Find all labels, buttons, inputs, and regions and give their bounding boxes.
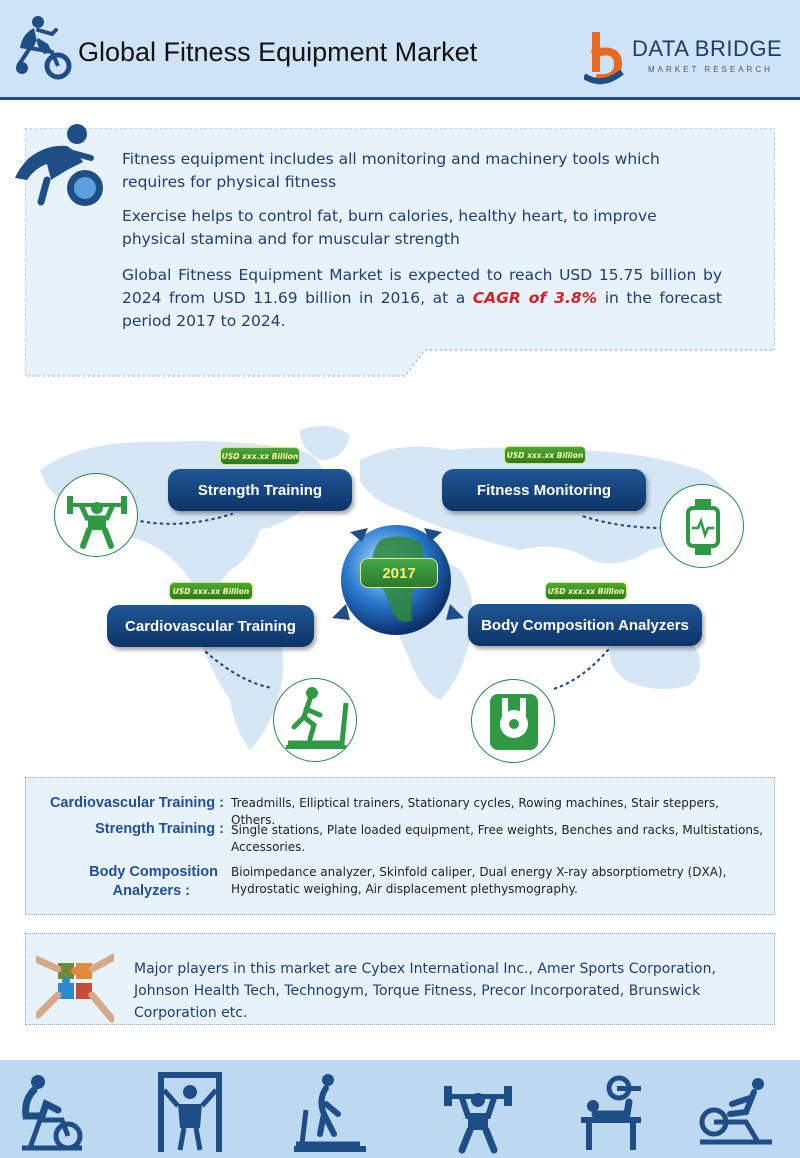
footer-icons	[0, 1060, 800, 1158]
type-label-cardio: Cardiovascular Training :	[49, 795, 224, 811]
weightlifter-icon	[55, 474, 139, 558]
monitoring-icon-circle	[660, 484, 744, 568]
treadmill-icon	[274, 679, 358, 763]
cardiovascular-training-label: Cardiovascular Training	[107, 605, 314, 647]
segment-map	[0, 420, 800, 770]
strength-icon-circle	[54, 473, 138, 557]
cagr-highlight: CAGR of 3.8%	[472, 289, 598, 307]
rowing-machine-icon	[696, 1070, 776, 1154]
body-icon-circle	[471, 679, 555, 763]
body-scale-icon	[472, 680, 556, 764]
intro-paragraph-2: Exercise helps to control fat, burn calories, healthy heart, to improve physical stamina and for muscular strength	[122, 207, 657, 248]
major-players	[25, 933, 775, 1025]
intro-section	[25, 128, 775, 378]
data-bridge-logo	[584, 30, 783, 88]
body-value-badge: USD xxx.xx Billion	[545, 582, 627, 600]
strength-value-badge: USD xxx.xx Billion	[220, 447, 300, 465]
players-text: Major players in this market are Cybex International Inc., Amer Sports Corporation, Johnson Health Tech, Technogym, Torque Fitness, Precor Incorporated, Brunswick Corporation etc.	[134, 961, 716, 1021]
elderly-treadmill-icon	[290, 1070, 370, 1154]
type-label-body	[26, 863, 218, 901]
segment-types	[25, 777, 775, 915]
logo-name: DATA BRIDGE	[632, 36, 783, 61]
cyclist-icon	[8, 14, 74, 80]
smartwatch-icon	[661, 485, 745, 569]
barbell-squat-icon	[438, 1070, 518, 1154]
header	[0, 0, 800, 100]
exercise-bike-icon	[12, 1070, 92, 1154]
body-composition-label: Body Composition Analyzers	[468, 604, 702, 646]
page-title: Global Fitness Equipment Market	[78, 37, 478, 67]
runner-icon	[7, 122, 117, 214]
type-value-body: Bioimpedance analyzer, Skinfold caliper, Dual energy X-ray absorptiometry (DXA), Hydrostatic weighing, Air displacement plethysmography.	[231, 865, 727, 896]
type-label-strength: Strength Training :	[95, 821, 224, 837]
intro-paragraph-1: Fitness equipment includes all monitoring and machinery tools which requires for physical fitness	[122, 150, 660, 191]
cable-machine-icon	[150, 1070, 230, 1154]
strength-training-label: Strength Training	[168, 469, 352, 511]
logo-subtitle: MARKET RESEARCH	[648, 65, 773, 74]
fitness-monitoring-label: Fitness Monitoring	[442, 469, 646, 511]
puzzle-hands-icon	[36, 949, 114, 1023]
cardio-icon-circle	[273, 678, 357, 762]
cardio-value-badge: USD xxx.xx Billion	[169, 582, 253, 600]
intro-p3-end: in the forecast period 2017 to 2024.	[122, 289, 723, 330]
type-label-body-line1: Body Composition	[89, 864, 218, 880]
world-map	[0, 420, 800, 770]
monitoring-value-badge: USD xxx.xx Billion	[504, 446, 586, 464]
type-value-strength: Single stations, Plate loaded equipment, Free weights, Benches and racks, Multistations, Accessories.	[231, 823, 764, 854]
intro-paragraph-3	[122, 264, 722, 333]
logo-mark-icon	[584, 32, 624, 86]
intro-p3-start: Global Fitness Equipment Market is expected to reach USD 15.75 billion by 2024 from USD 11.69 billion in 2016, at a	[122, 266, 722, 307]
bench-press-icon	[575, 1070, 655, 1154]
type-value-cardio: Treadmills, Elliptical trainers, Stationary cycles, Rowing machines, Stair steppers, Others.	[231, 796, 719, 827]
type-label-body-line2: Analyzers :	[112, 883, 190, 899]
year-badge: 2017	[360, 558, 438, 588]
